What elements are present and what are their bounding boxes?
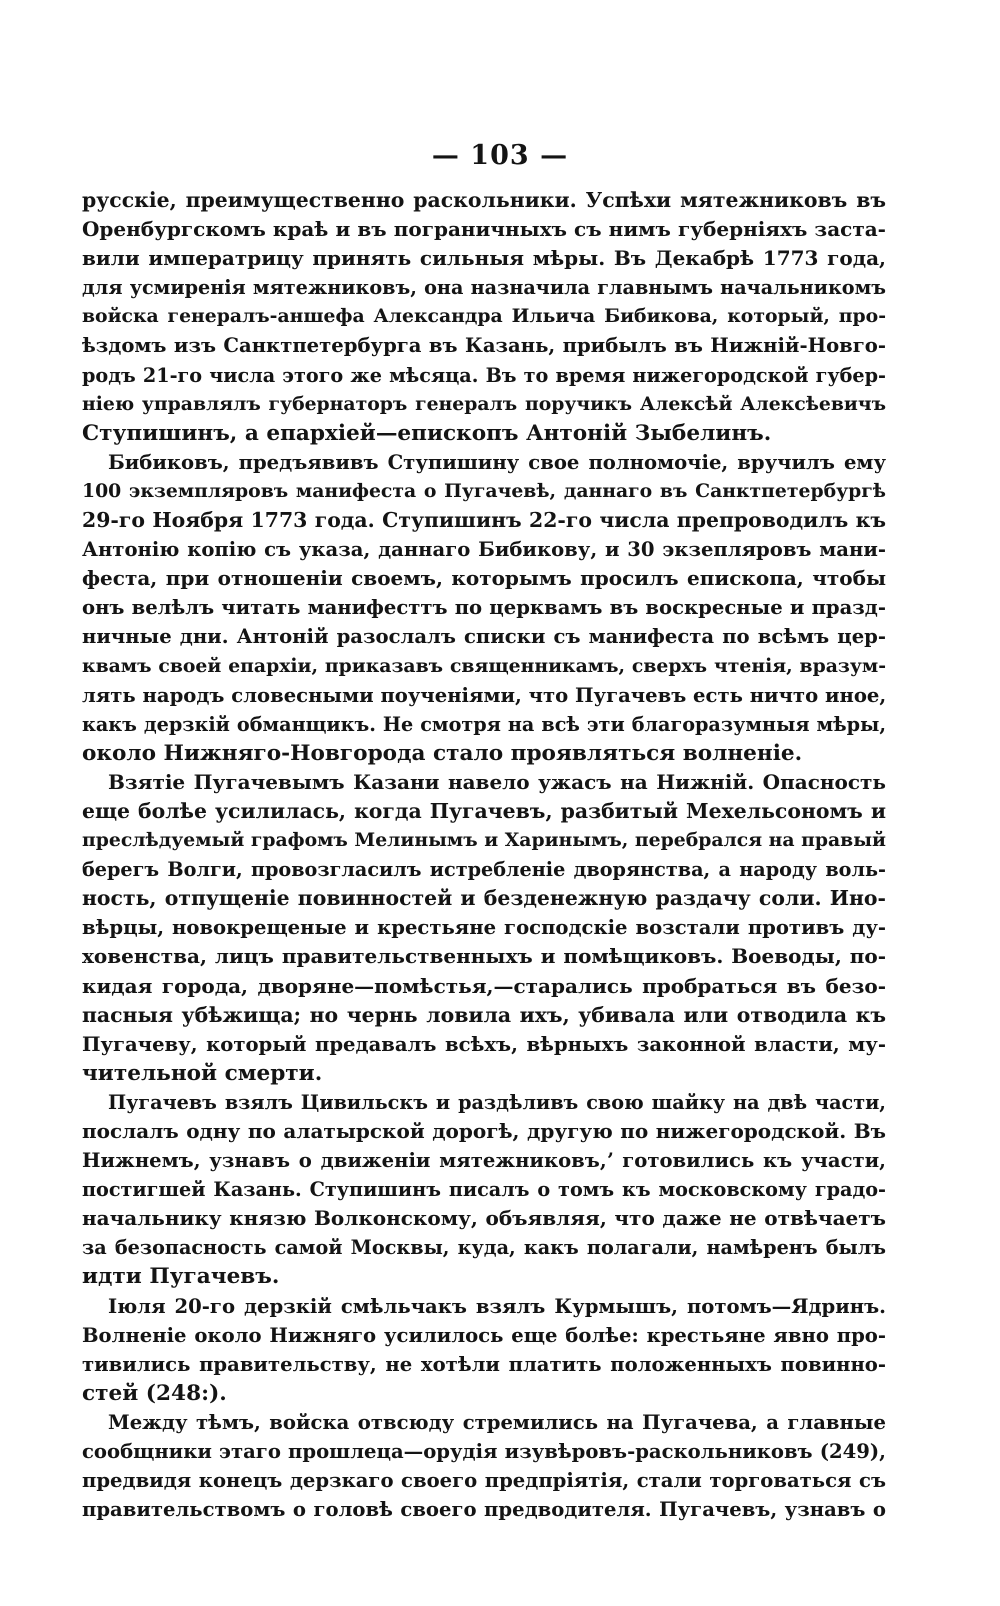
text-line: Бибиковъ, предъявивъ Ступишину свое полномочіе, вручилъ ему — [108, 450, 886, 474]
paragraph — [82, 1292, 886, 1408]
text-line: предвидя конецъ дерзкаго своего предпріятія, стали торговаться съ — [82, 1469, 886, 1493]
text-line: Пугачевъ взялъ Цивильскъ и раздѣливъ свою шайку на двѣ части, — [108, 1090, 886, 1114]
text-line: квамъ своей епархіи, приказавъ священникамъ, сверхъ чтенія, вразум- — [82, 654, 886, 677]
text-line: онъ велѣлъ читать манифесттъ по церквамъ въ воскресные и празд- — [82, 596, 886, 620]
text-line: правительствомъ о головѣ своего предводителя. Пугачевъ, узнавъ о — [82, 1498, 886, 1522]
body-text — [82, 186, 886, 1524]
text-line: войска генералъ-аншефа Александра Ильича Бибикова, который, про- — [82, 305, 886, 328]
text-line: послалъ одну по алатырской дорогѣ, другую по нижегородской. Въ — [82, 1119, 886, 1143]
text-line: пасныя убѣжища; но чернь ловила ихъ, убивала или отводила къ — [82, 1002, 886, 1027]
text-line: за безопасность самой Москвы, куда, какъ полагали, намѣренъ былъ — [82, 1236, 886, 1260]
text-line: для усмиренія мятежниковъ, она назначила главнымъ начальникомъ — [82, 276, 886, 300]
text-line: преслѣдуемый графомъ Мелинымъ и Харинымъ, перебрался на правый — [82, 829, 886, 852]
text-line: лять народъ словесными поученіями, что Пугачевъ есть ничто иное, — [82, 683, 886, 707]
text-line: ховенства, лицъ правительственныхъ и помѣщиковъ. Воеводы, по- — [82, 944, 886, 969]
text-line: постигшей Казань. Ступишинъ писалъ о томъ къ московскому градо- — [82, 1178, 886, 1202]
text-line: стей (248:). — [82, 1380, 227, 1406]
text-line: вѣрцы, новокрещеные и крестьяне господскіе возстали противъ ду- — [82, 916, 886, 940]
text-line: Пугачеву, который предавалъ всѣхъ, вѣрныхъ законной власти, му- — [82, 1032, 886, 1056]
text-line: чительной смерти. — [82, 1060, 323, 1086]
text-line: берегъ Волги, провозгласилъ истребленіе дворянства, а народу воль- — [82, 858, 886, 882]
text-line: родъ 21-го числа этого же мѣсяца. Въ то время нижегородской губер- — [82, 363, 886, 387]
text-line: Ступишинъ, а епархіей—епископъ Антоній Зыбелинъ. — [82, 420, 772, 446]
text-line: Взятіе Пугачевымъ Казани навело ужасъ на Нижній. Опасность — [108, 769, 886, 794]
paragraph — [82, 448, 886, 768]
text-line: ніею управлялъ губернаторъ генералъ поручикъ Алексѣй Алексѣевичъ — [82, 392, 886, 415]
text-line: кидая города, дворяне—помѣстья,—старались пробраться въ безо- — [82, 973, 886, 998]
text-line: ность, отпущеніе повинностей и безденежную раздачу соли. Ино- — [82, 886, 886, 911]
text-line: Оренбургскомъ краѣ и въ пограничныхъ съ нимъ губерніяхъ заста- — [82, 217, 886, 242]
paragraph — [82, 1088, 886, 1292]
paragraph — [82, 186, 886, 448]
text-line: сообщники этаго прошлеца—орудія изувѣровъ-раскольниковъ (249), — [82, 1440, 886, 1464]
text-line: Волненіе около Нижняго усилилось еще болѣе: крестьяне явно про- — [82, 1323, 886, 1347]
text-line: Іюля 20-го дерзкій смѣльчакъ взялъ Курмышъ, потомъ—Ядринъ. — [108, 1294, 886, 1318]
text-line: Между тѣмъ, войска отвсюду стремились на Пугачева, а главные — [108, 1410, 886, 1434]
text-line: тивились правительству, не хотѣли платить положенныхъ повинно- — [82, 1352, 886, 1376]
text-line: 29-го Ноября 1773 года. Ступишинъ 22-го числа препроводилъ къ — [82, 508, 886, 533]
paragraph — [82, 1408, 886, 1524]
text-line: ничные дни. Антоній разослалъ списки съ манифеста по всѣмъ цер- — [82, 625, 886, 649]
text-line: Антонію копію съ указа, даннаго Бибикову, и 30 экзепляровъ мани- — [82, 538, 886, 562]
page-number: — 103 — — [431, 140, 569, 171]
text-line: 100 экземпляровъ манифеста о Пугачевѣ, даннаго въ Санктпетербургѣ — [82, 479, 886, 502]
text-line: около Нижняго-Новгорода стало проявляться волненіе. — [82, 740, 803, 766]
text-line: русскіе, преимущественно раскольники. Успѣхи мятежниковъ въ — [82, 188, 886, 212]
text-line: вили императрицу принять сильныя мѣры. Въ Декабрѣ 1773 года, — [82, 246, 886, 271]
text-line: идти Пугачевъ. — [82, 1264, 280, 1290]
text-line: начальнику князю Волконскому, объявляя, что даже не отвѣчаетъ — [82, 1206, 886, 1231]
paragraph — [82, 768, 886, 1088]
text-line: какъ дерзкій обманщикъ. Не смотря на всѣ эти благоразумныя мѣры, — [82, 712, 886, 736]
text-line: еще болѣе усилилась, когда Пугачевъ, разбитый Мехельсономъ и — [82, 798, 886, 823]
text-line: ѣздомъ изъ Санктпетербурга въ Казань, прибылъ въ Нижній-Новго- — [82, 334, 886, 358]
text-line: феста, при отношеніи своемъ, которымъ просилъ епископа, чтобы — [82, 566, 886, 591]
text-line: Нижнемъ, узнавъ о движеніи мятежниковъ,ʼ готовились къ участи, — [82, 1149, 886, 1173]
